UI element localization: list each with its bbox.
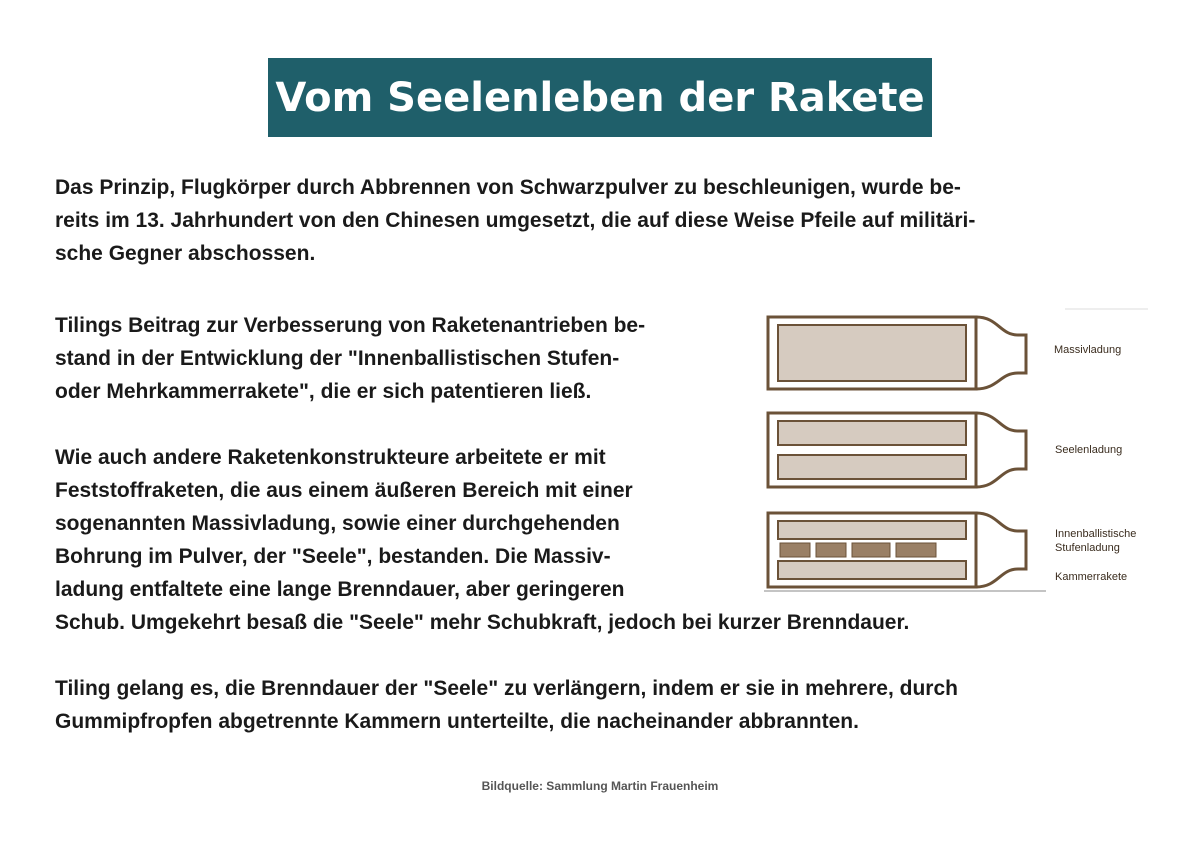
label-seelen: Seelenladung xyxy=(1055,444,1123,456)
text-line: Feststoffraketen, die aus einem äußeren Bereich mit einer xyxy=(55,479,633,502)
label-stufen-2: Stufenladung xyxy=(1055,542,1120,554)
paragraph-chambers xyxy=(55,672,958,738)
paragraph-contribution xyxy=(55,309,645,408)
label-kammer: Kammerrakete xyxy=(1055,571,1128,583)
text-line: stand in der Entwicklung der "Innenballistischen Stufen- xyxy=(55,347,620,370)
rocket-charge-diagram xyxy=(760,305,1160,595)
text-line: oder Mehrkammerrakete", die er sich patentieren ließ. xyxy=(55,380,592,403)
text-line: Gummipfropfen abgetrennte Kammern unterteilte, die nacheinander abbrannten. xyxy=(55,710,859,733)
stufen-charge-drawing xyxy=(768,513,1026,587)
text-line: Das Prinzip, Flugkörper durch Abbrennen von Schwarzpulver zu beschleunigen, wurde be- xyxy=(55,176,961,199)
image-credit: Bildquelle: Sammlung Martin Frauenheim xyxy=(481,779,719,793)
seelen-charge-drawing xyxy=(768,413,1026,487)
text-line: reits im 13. Jahrhundert von den Chinesen umgesetzt, die auf diese Weise Pfeile auf militäri- xyxy=(55,209,976,232)
text-line: Tiling gelang es, die Brenndauer der "Seele" zu verlängern, indem er sie in mehrere, durch xyxy=(55,677,958,700)
text-line: Wie auch andere Raketenkonstrukteure arbeitete er mit xyxy=(55,446,606,469)
massiv-charge-drawing xyxy=(768,317,1026,389)
text-line: Tilings Beitrag zur Verbesserung von Raketenantrieben be- xyxy=(55,314,646,337)
text-line: Schub. Umgekehrt besaß die "Seele" mehr Schubkraft, jedoch bei kurzer Brenndauer. xyxy=(55,611,910,634)
text-line: sche Gegner abschossen. xyxy=(55,242,316,265)
page-title: Vom Seelenleben der Rakete xyxy=(275,74,925,121)
title-banner xyxy=(268,58,932,137)
label-massiv: Massivladung xyxy=(1054,344,1122,356)
label-stufen-1: Innenballistische xyxy=(1055,528,1137,540)
text-line: sogenannten Massivladung, sowie einer durchgehenden xyxy=(55,512,620,535)
paragraph-intro xyxy=(55,171,975,270)
text-line: ladung entfaltete eine lange Brenndauer, aber geringeren xyxy=(55,578,625,601)
text-line: Bohrung im Pulver, der "Seele", bestanden. Die Massiv- xyxy=(55,545,611,568)
